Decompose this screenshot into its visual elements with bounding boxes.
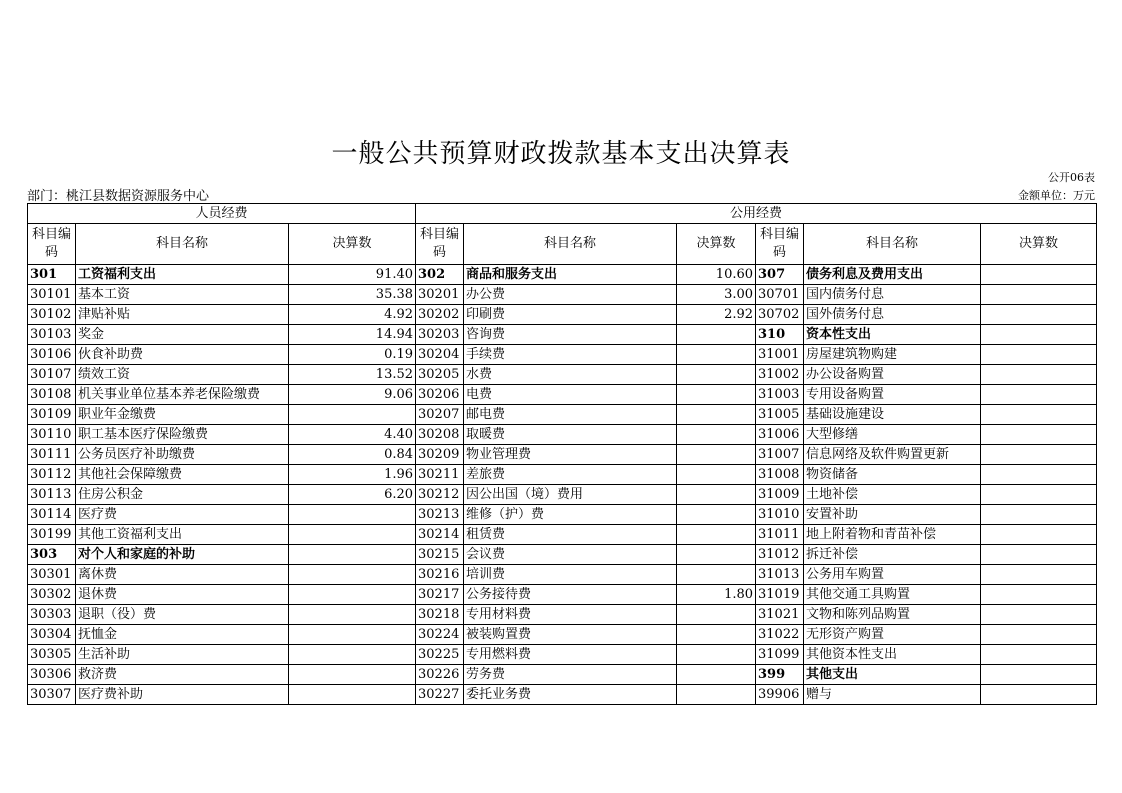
group-header-personnel: 人员经费 (28, 204, 416, 224)
subject-name-cell: 电费 (464, 385, 677, 405)
amount-cell: 1.96 (289, 465, 416, 485)
subject-code-cell: 30101 (28, 285, 76, 305)
subject-code-cell: 30215 (416, 545, 464, 565)
table-row (28, 285, 1097, 305)
amount-cell (981, 605, 1097, 625)
amount-cell (677, 525, 756, 545)
amount-cell (981, 325, 1097, 345)
subject-code-cell: 30209 (416, 445, 464, 465)
amount-cell: 0.19 (289, 345, 416, 365)
amount-cell: 10.60 (677, 265, 756, 285)
subject-code-cell: 30102 (28, 305, 76, 325)
subject-name-cell: 无形资产购置 (804, 625, 981, 645)
col-header-name: 科目名称 (464, 224, 677, 265)
subject-code-cell: 30201 (416, 285, 464, 305)
amount-cell (289, 565, 416, 585)
subject-code-cell: 30109 (28, 405, 76, 425)
table-row (28, 685, 1097, 705)
subject-name-cell: 机关事业单位基本养老保险缴费 (76, 385, 289, 405)
table-row (28, 385, 1097, 405)
amount-cell (677, 685, 756, 705)
subject-name-cell: 绩效工资 (76, 365, 289, 385)
subject-name-cell: 公务员医疗补助缴费 (76, 445, 289, 465)
table-row (28, 445, 1097, 465)
subject-code-cell: 30701 (756, 285, 804, 305)
table-row (28, 665, 1097, 685)
amount-cell: 3.00 (677, 285, 756, 305)
subject-name-cell: 办公设备购置 (804, 365, 981, 385)
subject-name-cell: 专用燃料费 (464, 645, 677, 665)
amount-cell: 4.40 (289, 425, 416, 445)
subject-code-cell: 30225 (416, 645, 464, 665)
amount-cell (677, 605, 756, 625)
col-header-amount: 决算数 (677, 224, 756, 265)
subject-code-cell: 30301 (28, 565, 76, 585)
amount-cell: 2.92 (677, 305, 756, 325)
amount-cell (981, 505, 1097, 525)
amount-cell (981, 265, 1097, 285)
subject-code-cell: 30113 (28, 485, 76, 505)
table-row (28, 405, 1097, 425)
subject-code-cell: 30307 (28, 685, 76, 705)
subject-code-cell: 30216 (416, 565, 464, 585)
amount-cell: 9.06 (289, 385, 416, 405)
subject-name-cell: 生活补助 (76, 645, 289, 665)
amount-cell: 4.92 (289, 305, 416, 325)
col-header-code: 科目编码 (416, 224, 464, 265)
subject-code-cell: 30199 (28, 525, 76, 545)
subject-name-cell: 对个人和家庭的补助 (76, 545, 289, 565)
amount-cell: 6.20 (289, 485, 416, 505)
subject-name-cell: 劳务费 (464, 665, 677, 685)
subject-code-cell: 30227 (416, 685, 464, 705)
amount-cell (981, 485, 1097, 505)
amount-cell (677, 485, 756, 505)
subject-code-cell: 31099 (756, 645, 804, 665)
subject-code-cell: 31008 (756, 465, 804, 485)
amount-cell (981, 645, 1097, 665)
col-header-amount: 决算数 (981, 224, 1097, 265)
subject-name-cell: 信息网络及软件购置更新 (804, 445, 981, 465)
amount-cell (981, 685, 1097, 705)
subject-name-cell: 其他工资福利支出 (76, 525, 289, 545)
amount-cell (677, 645, 756, 665)
amount-cell (677, 445, 756, 465)
amount-cell (981, 565, 1097, 585)
amount-cell (677, 405, 756, 425)
subject-name-cell: 大型修缮 (804, 425, 981, 445)
subject-name-cell: 拆迁补偿 (804, 545, 981, 565)
amount-cell (289, 545, 416, 565)
amount-cell (677, 625, 756, 645)
subject-code-cell: 30302 (28, 585, 76, 605)
subject-code-cell: 30226 (416, 665, 464, 685)
amount-cell (981, 525, 1097, 545)
subject-name-cell: 地上附着物和青苗补偿 (804, 525, 981, 545)
amount-cell (981, 365, 1097, 385)
subject-code-cell: 31009 (756, 485, 804, 505)
table-row (28, 525, 1097, 545)
amount-cell: 1.80 (677, 585, 756, 605)
subject-name-cell: 津贴补贴 (76, 305, 289, 325)
table-row (28, 345, 1097, 365)
subject-name-cell: 国外债务付息 (804, 305, 981, 325)
subject-code-cell: 30205 (416, 365, 464, 385)
subject-code-cell: 30208 (416, 425, 464, 445)
amount-cell (289, 585, 416, 605)
amount-cell (289, 505, 416, 525)
subject-code-cell: 30114 (28, 505, 76, 525)
table-row (28, 365, 1097, 385)
amount-cell (981, 585, 1097, 605)
subject-name-cell: 退职（役）费 (76, 605, 289, 625)
subject-name-cell: 退休费 (76, 585, 289, 605)
amount-cell (677, 665, 756, 685)
amount-cell (289, 525, 416, 545)
subject-code-cell: 30224 (416, 625, 464, 645)
subject-code-cell: 31012 (756, 545, 804, 565)
amount-cell: 0.84 (289, 445, 416, 465)
amount-cell (677, 505, 756, 525)
amount-cell (981, 285, 1097, 305)
table-row (28, 505, 1097, 525)
col-header-name: 科目名称 (804, 224, 981, 265)
subject-code-cell: 310 (756, 325, 804, 345)
subject-code-cell: 30207 (416, 405, 464, 425)
subject-name-cell: 公务接待费 (464, 585, 677, 605)
amount-cell (981, 385, 1097, 405)
amount-cell: 91.40 (289, 265, 416, 285)
subject-name-cell: 因公出国（境）费用 (464, 485, 677, 505)
subject-name-cell: 培训费 (464, 565, 677, 585)
subject-code-cell: 30217 (416, 585, 464, 605)
subject-name-cell: 伙食补助费 (76, 345, 289, 365)
subject-name-cell: 物业管理费 (464, 445, 677, 465)
subject-name-cell: 工资福利支出 (76, 265, 289, 285)
amount-cell (981, 405, 1097, 425)
subject-name-cell: 安置补助 (804, 505, 981, 525)
col-header-code: 科目编码 (28, 224, 76, 265)
subject-name-cell: 基础设施建设 (804, 405, 981, 425)
subject-name-cell: 抚恤金 (76, 625, 289, 645)
subject-code-cell: 30203 (416, 325, 464, 345)
subject-code-cell: 307 (756, 265, 804, 285)
subject-name-cell: 赠与 (804, 685, 981, 705)
subject-name-cell: 住房公积金 (76, 485, 289, 505)
subject-code-cell: 30304 (28, 625, 76, 645)
subject-code-cell: 30103 (28, 325, 76, 345)
amount-cell (677, 565, 756, 585)
subject-name-cell: 商品和服务支出 (464, 265, 677, 285)
amount-cell (981, 425, 1097, 445)
amount-cell (289, 405, 416, 425)
amount-cell (981, 465, 1097, 485)
table-row (28, 305, 1097, 325)
unit-label: 金额单位：万元 (1018, 189, 1095, 202)
subject-code-cell: 31005 (756, 405, 804, 425)
amount-cell (677, 365, 756, 385)
amount-cell (981, 305, 1097, 325)
subject-name-cell: 其他社会保障缴费 (76, 465, 289, 485)
subject-code-cell: 31007 (756, 445, 804, 465)
subject-code-cell: 31002 (756, 365, 804, 385)
amount-cell (677, 425, 756, 445)
subject-code-cell: 30214 (416, 525, 464, 545)
department-label: 部门：桃江县数据资源服务中心 (27, 189, 210, 204)
report-title: 一般公共预算财政拨款基本支出决算表 (331, 139, 791, 169)
amount-cell (289, 645, 416, 665)
subject-name-cell: 手续费 (464, 345, 677, 365)
amount-cell (289, 685, 416, 705)
subject-name-cell: 办公费 (464, 285, 677, 305)
subject-name-cell: 租赁费 (464, 525, 677, 545)
table-row (28, 485, 1097, 505)
subject-code-cell: 301 (28, 265, 76, 285)
subject-code-cell: 39906 (756, 685, 804, 705)
subject-name-cell: 咨询费 (464, 325, 677, 345)
amount-cell (981, 665, 1097, 685)
subject-name-cell: 公务用车购置 (804, 565, 981, 585)
subject-code-cell: 31010 (756, 505, 804, 525)
subject-name-cell: 救济费 (76, 665, 289, 685)
subject-code-cell: 30112 (28, 465, 76, 485)
subject-name-cell: 专用设备购置 (804, 385, 981, 405)
subject-code-cell: 31021 (756, 605, 804, 625)
subject-code-cell: 31001 (756, 345, 804, 365)
subject-code-cell: 30111 (28, 445, 76, 465)
subject-name-cell: 奖金 (76, 325, 289, 345)
table-row (28, 325, 1097, 345)
subject-name-cell: 取暖费 (464, 425, 677, 445)
table-row (28, 625, 1097, 645)
subject-name-cell: 印刷费 (464, 305, 677, 325)
subject-code-cell: 30702 (756, 305, 804, 325)
amount-cell (981, 345, 1097, 365)
subject-code-cell: 31022 (756, 625, 804, 645)
amount-cell: 14.94 (289, 325, 416, 345)
subject-code-cell: 31003 (756, 385, 804, 405)
subject-code-cell: 30306 (28, 665, 76, 685)
subject-code-cell: 30110 (28, 425, 76, 445)
subject-name-cell: 差旅费 (464, 465, 677, 485)
amount-cell (677, 385, 756, 405)
subject-name-cell: 基本工资 (76, 285, 289, 305)
amount-cell (289, 605, 416, 625)
table-row (28, 425, 1097, 445)
subject-name-cell: 文物和陈列品购置 (804, 605, 981, 625)
subject-name-cell: 邮电费 (464, 405, 677, 425)
subject-name-cell: 房屋建筑物购建 (804, 345, 981, 365)
col-header-amount: 决算数 (289, 224, 416, 265)
table-code: 公开06表 (1048, 171, 1095, 184)
amount-cell (981, 625, 1097, 645)
subject-code-cell: 30211 (416, 465, 464, 485)
amount-cell (677, 325, 756, 345)
subject-code-cell: 31013 (756, 565, 804, 585)
subject-code-cell: 30108 (28, 385, 76, 405)
table-row (28, 605, 1097, 625)
col-header-code: 科目编码 (756, 224, 804, 265)
amount-cell (981, 445, 1097, 465)
subject-name-cell: 土地补偿 (804, 485, 981, 505)
col-header-name: 科目名称 (76, 224, 289, 265)
subject-name-cell: 医疗费 (76, 505, 289, 525)
expenditure-table (27, 203, 1097, 705)
table-row (28, 265, 1097, 285)
subject-name-cell: 其他交通工具购置 (804, 585, 981, 605)
subject-code-cell: 31006 (756, 425, 804, 445)
subject-name-cell: 职工基本医疗保险缴费 (76, 425, 289, 445)
amount-cell (677, 545, 756, 565)
subject-name-cell: 会议费 (464, 545, 677, 565)
table-row (28, 465, 1097, 485)
amount-cell (677, 465, 756, 485)
amount-cell (289, 625, 416, 645)
subject-name-cell: 职业年金缴费 (76, 405, 289, 425)
amount-cell (677, 345, 756, 365)
subject-code-cell: 302 (416, 265, 464, 285)
table-row (28, 565, 1097, 585)
amount-cell: 13.52 (289, 365, 416, 385)
subject-code-cell: 30303 (28, 605, 76, 625)
amount-cell (981, 545, 1097, 565)
subject-name-cell: 被装购置费 (464, 625, 677, 645)
subject-name-cell: 专用材料费 (464, 605, 677, 625)
subject-name-cell: 资本性支出 (804, 325, 981, 345)
subject-code-cell: 30106 (28, 345, 76, 365)
subject-code-cell: 30107 (28, 365, 76, 385)
table-row (28, 545, 1097, 565)
subject-code-cell: 399 (756, 665, 804, 685)
subject-name-cell: 其他支出 (804, 665, 981, 685)
subject-code-cell: 30204 (416, 345, 464, 365)
subject-code-cell: 303 (28, 545, 76, 565)
amount-cell (289, 665, 416, 685)
subject-name-cell: 医疗费补助 (76, 685, 289, 705)
amount-cell: 35.38 (289, 285, 416, 305)
group-header-public: 公用经费 (416, 204, 1097, 224)
subject-name-cell: 物资储备 (804, 465, 981, 485)
subject-code-cell: 30206 (416, 385, 464, 405)
subject-name-cell: 维修（护）费 (464, 505, 677, 525)
table-row (28, 645, 1097, 665)
subject-code-cell: 31019 (756, 585, 804, 605)
subject-name-cell: 委托业务费 (464, 685, 677, 705)
subject-name-cell: 离休费 (76, 565, 289, 585)
subject-name-cell: 水费 (464, 365, 677, 385)
subject-code-cell: 30202 (416, 305, 464, 325)
subject-code-cell: 30305 (28, 645, 76, 665)
subject-code-cell: 30213 (416, 505, 464, 525)
subject-name-cell: 国内债务付息 (804, 285, 981, 305)
subject-code-cell: 30212 (416, 485, 464, 505)
subject-name-cell: 债务利息及费用支出 (804, 265, 981, 285)
subject-code-cell: 31011 (756, 525, 804, 545)
table-row (28, 585, 1097, 605)
subject-name-cell: 其他资本性支出 (804, 645, 981, 665)
subject-code-cell: 30218 (416, 605, 464, 625)
